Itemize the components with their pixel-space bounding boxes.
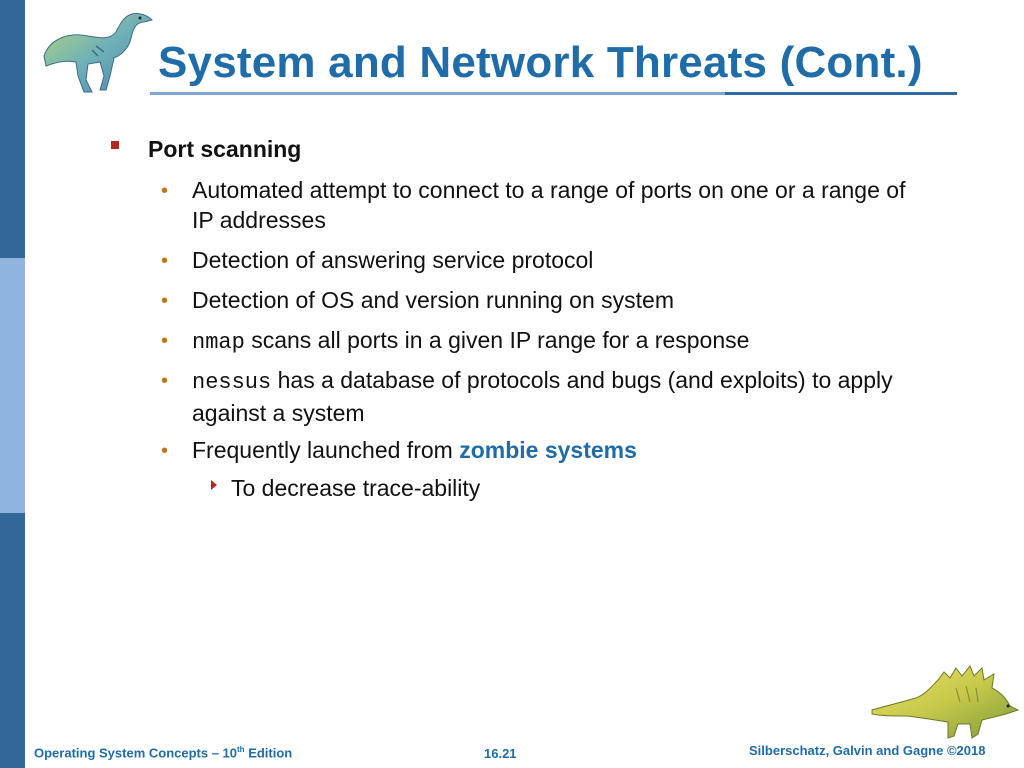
footer-title-prefix: Operating System Concepts – 10	[34, 745, 238, 761]
page-number: 16.21	[484, 746, 517, 761]
footer-authors: Silberschatz, Galvin and Gagne ©2018	[749, 743, 986, 758]
bullet-answering-service: Detection of answering service protocol	[192, 247, 594, 273]
zombie-highlight: zombie systems	[459, 437, 637, 463]
bullet-nessus	[192, 365, 932, 428]
dot-bullet-icon: •	[161, 250, 169, 272]
nessus-command: nessus	[192, 370, 272, 395]
dot-bullet-icon: •	[161, 180, 169, 202]
bullet-nmap	[192, 325, 932, 358]
nmap-description: scans all ports in a given IP range for a response	[244, 327, 750, 353]
dot-bullet-icon: •	[161, 370, 169, 392]
zombie-text: Frequently launched from	[192, 437, 460, 463]
triangle-bullet-icon	[211, 480, 217, 490]
nessus-description: has a database of protocols and bugs (and exploits) to apply against a system	[192, 367, 893, 426]
slide-title: System and Network Threats (Cont.)	[158, 38, 923, 87]
footer-book-title	[34, 745, 292, 760]
bullet-automated-attempt: Automated attempt to connect to a range of ports on one or a range of IP addresses	[192, 177, 906, 233]
nmap-command: nmap	[192, 330, 245, 355]
bullet-os-detection: Detection of OS and version running on system	[192, 287, 674, 313]
dot-bullet-icon: •	[161, 330, 169, 352]
footer-title-sup: th	[237, 745, 245, 754]
sub-bullet-trace-ability: To decrease trace-ability	[231, 475, 481, 501]
dinosaur-bottom-icon	[866, 658, 1024, 740]
dot-bullet-icon: •	[161, 290, 169, 312]
footer-title-suffix: Edition	[244, 745, 293, 761]
heading-port-scanning: Port scanning	[148, 136, 302, 162]
square-bullet-icon	[111, 141, 119, 149]
bullet-zombie	[192, 435, 932, 465]
dot-bullet-icon: •	[161, 440, 169, 462]
